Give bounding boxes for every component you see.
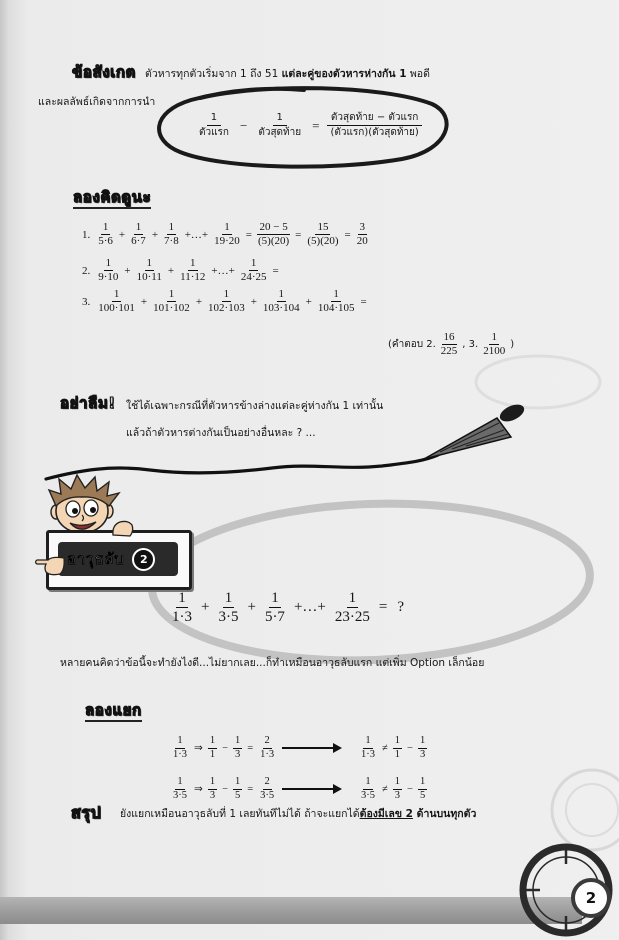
math-symbol: ? [397,599,404,615]
fraction [359,735,377,761]
fraction [305,221,340,248]
fraction [233,735,242,761]
secret-weapon-title: อาวุธลับ [67,550,125,568]
fraction-denominator: 23·25 [334,609,370,625]
fraction-numerator: ตัวสุดท้าย − ตัวแรก [327,111,423,126]
fraction-denominator: 1 [209,748,216,760]
exercise-item [82,288,370,315]
math-symbol: = [378,599,388,615]
fraction-numerator: 1 [489,331,499,345]
fraction-denominator: (5)(20) [258,235,290,248]
observation-text [145,68,430,82]
fraction [261,288,302,315]
observation-text-part: ตัวหารทุกตัวเริ่มจาก 1 ถึง 51 [145,68,282,80]
fraction-numerator: 1 [418,735,427,749]
fraction-numerator: 1 [249,257,259,271]
observation-text-emphasis: แต่ละคู่ของตัวหารห่างกัน 1 [281,68,407,80]
pointing-hand [34,554,66,578]
fraction-denominator: 2100 [483,345,506,358]
fraction-numerator: 1 [207,111,221,126]
math-symbol: − [407,783,413,795]
fraction [96,288,137,315]
intro-paragraph: หลายคนคิดว่าข้อนี้จะทำยังไงดี...ไม่ยากเลย...ก็ทำเหมือนอาวุธลับแรก แต่เพิ่ม Option เล็กน้อย [60,657,485,669]
math-symbol: − [222,742,228,754]
math-symbol: + [195,295,203,308]
secret-weapon-number-badge: 2 [132,548,155,571]
fraction [239,257,269,284]
fraction-denominator: (5)(20) [307,235,339,248]
fraction-denominator: 6·7 [131,235,146,248]
exercise-item [82,257,282,284]
exercise-expression [95,257,281,284]
fraction-denominator: 5·7 [264,609,285,625]
fraction [170,589,194,626]
math-symbol: ) [510,339,515,351]
observation-text-part: พอดี [406,68,430,80]
fraction-numerator: 3 [358,221,368,235]
math-symbol: + [247,599,256,615]
holding-hand [110,519,136,539]
observation-heading: ข้อสังเกต [72,63,136,81]
math-symbol: +…+ [293,599,326,615]
long-right-arrow-icon [282,747,340,749]
fraction-denominator: 24·25 [240,271,267,284]
math-symbol: = [344,228,351,241]
math-symbol: + [124,264,131,277]
math-symbol: = [272,264,279,277]
fraction-denominator: 1·3 [361,748,375,760]
fraction-denominator: 1·3 [172,609,192,625]
fraction-denominator: ตัวแรก [199,127,229,138]
fraction [206,288,247,315]
math-symbol: (คำตอบ 2. [388,339,436,351]
math-symbol: − [407,742,413,754]
fraction-numerator: 1 [208,776,217,790]
fraction-denominator: 104·105 [317,302,355,315]
summary-text-emphasis: ด้านบนทุกตัว [412,808,477,820]
fraction [418,776,427,802]
fraction [258,735,276,761]
fraction-numerator: 1 [233,735,242,749]
reminder-heading: อย่าลืม! [60,394,116,412]
telescoping-formula [194,111,424,140]
fraction-denominator: 5·6 [98,235,113,248]
math-symbol: +…+ [184,228,209,241]
fraction-numerator: 1 [224,590,233,606]
fraction-numerator: 1 [145,257,155,271]
fraction [212,221,242,248]
fraction [355,221,370,248]
math-symbol: = [295,228,302,241]
exercise-expression [95,221,371,248]
fraction-denominator: 3·5 [173,789,187,801]
fraction-denominator: 10·11 [136,271,162,284]
math-symbol: + [167,264,175,277]
split-working [170,735,282,761]
math-symbol: ⇒ [194,743,203,755]
fraction-denominator: 5 [234,789,241,801]
math-symbol: ⇒ [194,784,203,796]
split-conclusion [358,776,428,802]
split-row [170,776,428,802]
exercise-number: 1. [82,228,91,241]
fraction-denominator: ตัวสุดท้าย [258,127,302,138]
fraction [151,288,192,315]
fraction [129,221,148,248]
exercise-expression [95,288,369,315]
fraction-denominator: 1·3 [173,748,187,760]
fraction [393,776,402,802]
faint-gear-circle [552,770,619,850]
fraction [439,331,460,358]
fraction-numerator: 1 [271,590,279,606]
fraction-numerator: 1 [393,735,402,749]
fraction-numerator: 1 [112,288,122,302]
fraction-numerator: 1 [222,221,232,235]
math-symbol: + [140,295,148,308]
fraction-denominator: (ตัวแรก)(ตัวสุดท้าย) [330,127,419,138]
reminder-line-2: แล้วถ้าตัวหารต่างกันเป็นอย่างอื่นหละ ? ... [126,427,316,439]
fraction-denominator: 102·103 [208,302,245,315]
reminder-line-1: ใช้ได้เฉพาะกรณีที่ตัวหารข้างล่างแต่ละคู่ห่างกัน 1 เท่านั้น [126,400,384,412]
fraction [233,776,242,802]
math-symbol: − [239,117,248,133]
fraction [316,288,357,315]
fraction-denominator: 9·10 [98,271,119,284]
split-row [170,735,428,761]
secret-weapon-expression [168,589,409,626]
math-symbol: +…+ [211,264,235,277]
fraction-numerator: 1 [188,257,198,271]
fraction-numerator: 1 [167,221,177,235]
fraction-numerator: 16 [442,331,457,345]
fraction-denominator: 103·104 [262,302,300,315]
fraction-numerator: 1 [222,288,232,302]
math-symbol: = [247,742,254,754]
fraction [254,111,305,140]
math-symbol: + [201,599,210,615]
fraction-denominator: 11·12 [180,271,206,284]
fraction [208,776,217,802]
math-symbol: − [222,783,228,795]
fraction [359,776,377,802]
try-it-heading: ลองคิดดูนะ [73,188,151,209]
fraction-denominator: 3 [234,748,241,760]
fraction-numerator: 1 [134,221,144,235]
fraction [195,111,233,140]
math-symbol: + [305,295,312,308]
fraction [418,735,427,761]
fraction-denominator: 3 [419,748,426,760]
math-symbol: + [151,228,159,241]
split-working [170,776,282,802]
fraction [162,221,181,248]
pencil-illustration [424,401,527,459]
answer-expression [386,331,516,358]
fraction-numerator: 1 [273,111,287,126]
fraction-denominator: 19·20 [214,235,240,248]
fraction-denominator: 5 [419,789,426,801]
fraction [393,735,402,761]
fraction-numerator: 1 [101,221,111,235]
fraction-numerator: 1 [363,735,372,749]
fraction-denominator: 3 [394,789,401,801]
fraction [96,257,120,284]
answer-key [386,331,516,358]
fraction [326,111,422,140]
fraction-denominator: 1 [394,748,401,760]
exercise-item [82,221,371,248]
fraction-denominator: 100·101 [98,302,135,315]
math-symbol: = [360,295,367,308]
math-symbol: + [118,228,126,241]
exercise-number: 2. [82,264,91,277]
math-symbol: ≠ [382,783,388,795]
summary-text-part: ยังแยกเหมือนอาวุธลับที่ 1 เลยทันทีไม่ได้ ถ้าจะแยกได้ [120,808,360,820]
fraction-numerator: 15 [315,221,330,235]
exercise-number: 3. [82,295,91,308]
fraction [333,589,372,626]
fraction-numerator: 2 [263,776,272,790]
fraction-denominator: 1·3 [260,748,275,760]
long-right-arrow-icon [282,788,340,790]
fraction-denominator: 225 [440,345,458,358]
fraction-numerator: 1 [331,288,341,302]
fraction-numerator: 1 [175,735,184,749]
math-symbol: + [250,295,257,308]
fraction [96,221,115,248]
fraction [263,589,287,626]
fraction-denominator: 7·8 [164,235,179,248]
fraction [178,257,207,284]
fraction-numerator: 1 [167,288,177,302]
fraction [135,257,164,284]
math-symbol: , 3. [462,339,479,351]
fraction-numerator: 1 [178,590,186,606]
summary-text [120,808,476,822]
summary-heading: สรุป [71,803,102,822]
secret-weapon-problem [168,589,409,626]
fraction-numerator: 20 − 5 [257,221,289,235]
fraction-denominator: 3·5 [361,789,375,801]
secret-weapon-sign [46,530,192,590]
fraction-numerator: 1 [208,735,217,749]
math-symbol: = [247,783,254,795]
fraction [208,735,217,761]
page-number: 2 [571,878,611,918]
fraction-numerator: 1 [348,590,357,606]
secret-weapon-banner [58,542,178,576]
fraction [481,331,507,358]
fraction-numerator: 1 [393,776,402,790]
fraction-numerator: 2 [263,735,272,749]
pupil [72,508,78,514]
fraction-denominator: 20 [356,235,368,248]
summary-text-emphasis: ต้องมีเลข 2 [359,808,413,820]
fraction-denominator: 101·102 [153,302,190,315]
math-symbol: ≠ [382,742,388,754]
gray-oval-ring [149,496,592,667]
fraction-denominator: 3·5 [218,609,239,625]
fraction [171,735,189,761]
fraction-denominator: 3 [209,789,216,801]
fraction [256,221,291,248]
faint-gear-circle [566,784,618,836]
fraction-numerator: 1 [104,257,114,271]
fraction-denominator: 3·5 [260,789,275,801]
fraction [216,589,240,626]
observation-line-2: และผลลัพธ์เกิดจากการนำ [38,96,156,108]
fraction-numerator: 1 [277,288,287,302]
fraction-numerator: 1 [233,776,242,790]
fraction-numerator: 1 [363,776,372,790]
fraction-numerator: 1 [418,776,427,790]
split-conclusion [358,735,428,761]
math-symbol: = [312,117,320,133]
fraction [171,776,189,802]
fraction [258,776,276,802]
formula-expression [194,111,424,140]
bleed-through-oval [476,356,600,408]
math-symbol: = [245,228,253,241]
split-heading: ลองแยก [85,701,142,722]
fraction-numerator: 1 [175,776,184,790]
pupil [90,507,96,513]
